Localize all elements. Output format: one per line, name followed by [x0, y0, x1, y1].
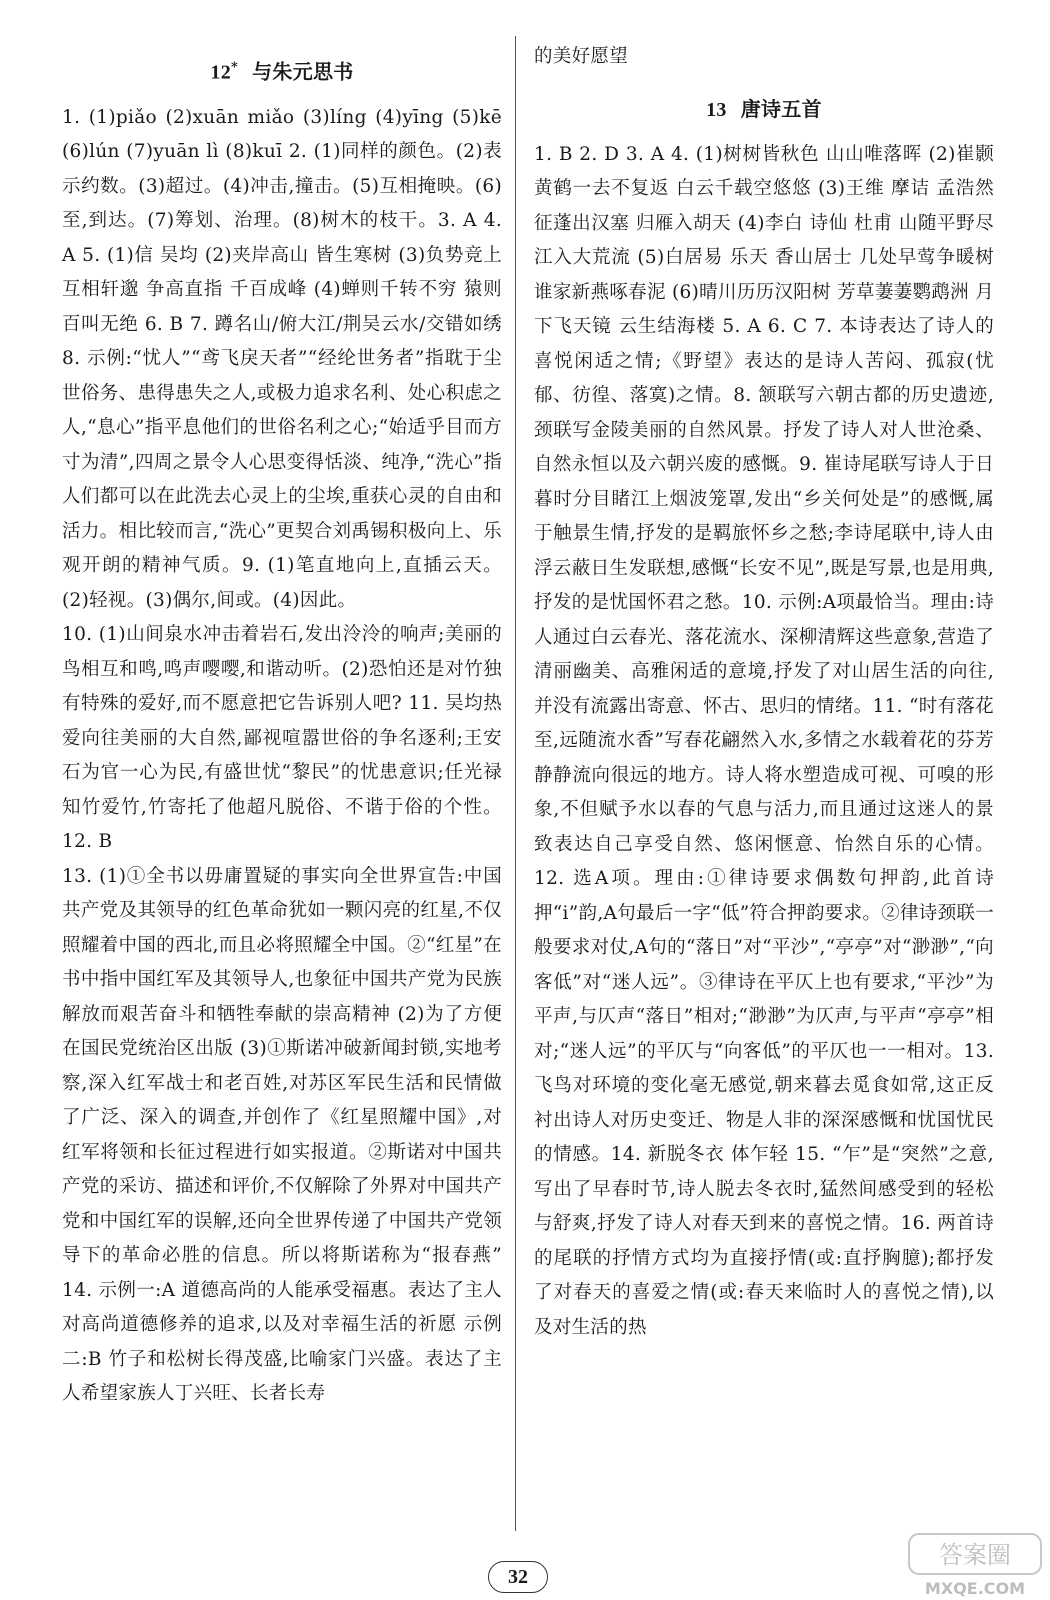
left-column [62, 40, 502, 1412]
column-divider [515, 36, 516, 1531]
section-number: 13 [706, 98, 727, 121]
answer-paragraph: 1. (1)piǎo (2)xuān miǎo (3)líng (4)yīng (5)kē (6)lún (7)yuān lì (8)kuī 2. (1)同样的颜色。(2)表示约数。(3)超过。(4)冲击,撞击。(5)互相掩映。(6)至,到达。(7)筹划、治理。(8)树木的枝干。3. A 4. A 5. (1)信 吴均 (2)夹岸高山 皆生寒树 (3)负势竞上 互相轩邈 争高直指 千百成峰 (4)蝉则千转不穷 猿则百叫无绝 6. B 7. 蹲名山/俯大江/荆吴云水/交错如绣 8. 示例:“忧人”“鸢飞戾天者”“经纶世务者”指耽于尘世俗务、患得患失之人,或极力追求名利、处心积虑之人,“息心”指平息他们的世俗名利之心;“始适乎目而方寸为清”,四周之景令人心思变得恬淡、纯净,“洗心”指人们都可以在此洗去心灵上的尘埃,重获心灵的自由和活力。相比较而言,“洗心”更契合刘禹锡积极向上、乐观开朗的精神气质。9. (1)笔直地向上,直插云天。(2)轻视。(3)偶尔,间或。(4)因此。 [62, 106, 502, 611]
section-title-text: 与朱元思书 [252, 59, 354, 84]
right-column [534, 40, 994, 1345]
optional-star: * [231, 60, 239, 75]
watermark-logo [905, 1530, 1045, 1600]
section-number: 12 [210, 61, 231, 84]
section-title-13 [534, 87, 994, 132]
answer-paragraph: 10. (1)山间泉水冲击着岩石,发出泠泠的响声;美丽的鸟相互和鸣,鸣声嘤嘤,和谐动听。(2)恐怕还是对竹独有特殊的爱好,而不愿意把它告诉别人吧? 11. 吴均热爱向往美丽的大自然,鄙视喧嚣世俗的争名逐利;王安石为官一心为民,有盛世忧“黎民”的忧患意识;任光禄知竹爱竹,竹寄托了他超凡脱俗、不谐于俗的个性。12. B [62, 624, 502, 853]
watermark-text: 答案圈 [939, 1541, 1011, 1569]
carryover-text: 的美好愿望 [534, 46, 629, 67]
answer-paragraph: 13. (1)①全书以毋庸置疑的事实向全世界宣告:中国共产党及其领导的红色革命犹如一颗闪亮的红星,不仅照耀着中国的西北,而且必将照耀全中国。②“红星”在书中指中国红军及其领导人,也象征中国共产党为民族解放而艰苦奋斗和牺牲奉献的崇高精神 (2)为了方便在国民党统治区出版 (3)①斯诺冲破新闻封锁,实地考察,深入红军战士和老百姓,对苏区军民生活和民情做了广泛、深入的调查,并创作了《红星照耀中国》,对红军将领和长征过程进行如实报道。②斯诺对中国共产党的采访、描述和评价,不仅解除了外界对中国共产党和中国红军的误解,还向全世界传递了中国共产党领导下的革命必胜的信息。所以将斯诺称为“报春燕” 14. 示例一:A 道德高尚的人能承受福惠。表达了主人对高尚道德修养的追求,以及对幸福生活的祈愿 示例二:B 竹子和松树长得茂盛,比喻家门兴盛。表达了主人希望家族人丁兴旺、长者长寿 [62, 865, 502, 1405]
section-title-text: 唐诗五首 [740, 96, 822, 121]
page-number: 32 [488, 1561, 548, 1593]
section-title-12 [62, 46, 502, 95]
watermark-url: MXQE.COM [924, 1579, 1026, 1598]
answer-paragraph: 1. B 2. D 3. A 4. (1)树树皆秋色 山山唯落晖 (2)崔颢 黄鹤一去不复返 白云千载空悠悠 (3)王维 摩诘 孟浩然 征蓬出汉塞 归雁入胡天 (4)李白 诗仙 杜甫 山随平野尽 江入大荒流 (5)白居易 乐天 香山居士 几处早莺争暖树 谁家新燕啄春泥 (6)晴川历历汉阳树 芳草萋萋鹦鹉洲 月下飞天镜 云生结海楼 5. A 6. C 7. 本诗表达了诗人的喜悦闲适之情;《野望》表达的是诗人苦闷、孤寂(忧郁、彷徨、落寞)之情。8. 颔联写六朝古都的历史遗迹,颈联写金陵美丽的自然风景。抒发了诗人对人世沧桑、自然永恒以及六朝兴废的感慨。9. 崔诗尾联写诗人于日暮时分目睹江上烟波笼罩,发出“乡关何处是”的感慨,属于触景生情,抒发的是羁旅怀乡之愁;李诗尾联中,诗人由浮云蔽日生发联想,感慨“长安不见”,既是写景,也是用典,抒发的是忧国怀君之愁。10. 示例:A项最恰当。理由:诗人通过白云春光、落花流水、深柳清辉这些意象,营造了清丽幽美、高雅闲适的意境,抒发了对山居生活的向往,并没有流露出寄意、怀古、思归的情绪。11. “时有落花至,远随流水香”写春花翩然入水,多情之水载着花的芬芳静静流向很远的地方。诗人将水塑造成可视、可嗅的形象,不但赋予水以春的气息与活力,而且通过这迷人的景致表达自己享受自然、悠闲惬意、怡然自乐的心情。12. 选A项。理由:①律诗要求偶数句押韵,此首诗押“i”韵,A句最后一字“低”符合押韵要求。②律诗颈联一般要求对仗,A句的“落日”对“平沙”,“亭亭”对“渺渺”,“向客低”对“迷人远”。③律诗在平仄上也有要求,“平沙”为平声,与仄声“落日”相对;“渺渺”为仄声,与平声“亭亭”相对;“迷人远”的平仄与“向客低”的平仄也一一相对。13. 飞鸟对环境的变化毫无感觉,朝来暮去觅食如常,这正反衬出诗人对历史变迁、物是人非的深深感慨和忧国忧民的情感。14. 新脱冬衣 体乍轻 15. “乍”是“突然”之意,写出了早春时节,诗人脱去冬衣时,猛然间感受到的轻松与舒爽,抒发了诗人对春天到来的喜悦之情。16. 两首诗的尾联的抒情方式均为直接抒情(或:直抒胸臆);都抒发了对春天的喜爱之情(或:春天来临时人的喜悦之情),以及对生活的热 [534, 143, 994, 1338]
